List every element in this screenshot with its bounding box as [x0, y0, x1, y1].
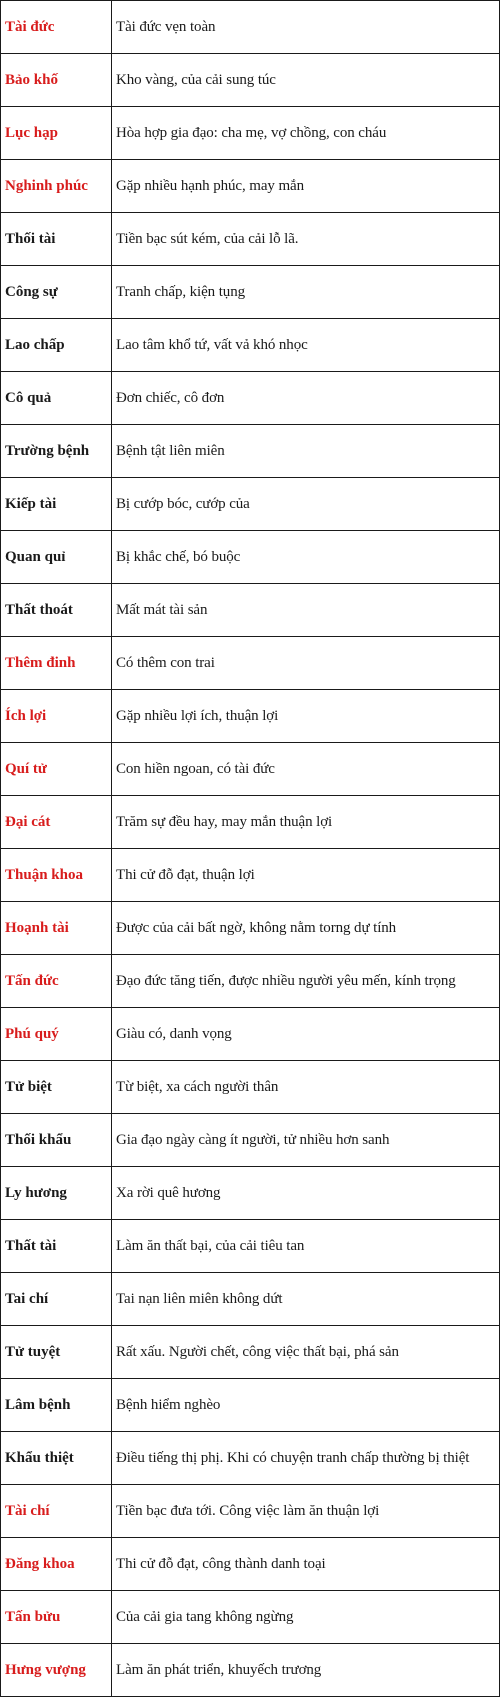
term-cell: Đại cát	[1, 796, 112, 849]
meaning-cell: Bị cướp bóc, cướp của	[112, 478, 500, 531]
meaning-cell: Bị khắc chế, bó buộc	[112, 531, 500, 584]
meaning-cell: Tài đức vẹn toàn	[112, 1, 500, 54]
meaning-cell: Tiền bạc đưa tới. Công việc làm ăn thuận lợi	[112, 1485, 500, 1538]
meaning-cell: Hòa hợp gia đạo: cha mẹ, vợ chồng, con cháu	[112, 107, 500, 160]
term-cell: Ly hương	[1, 1167, 112, 1220]
table-row	[1, 531, 500, 584]
term-cell: Thuận khoa	[1, 849, 112, 902]
table-row	[1, 54, 500, 107]
meaning-cell: Bệnh hiểm nghèo	[112, 1379, 500, 1432]
term-cell: Ích lợi	[1, 690, 112, 743]
term-cell: Hoạnh tài	[1, 902, 112, 955]
table-row	[1, 637, 500, 690]
term-cell: Tử biệt	[1, 1061, 112, 1114]
table-row	[1, 955, 500, 1008]
table-row	[1, 1273, 500, 1326]
term-cell: Thất thoát	[1, 584, 112, 637]
term-cell: Nghinh phúc	[1, 160, 112, 213]
meaning-cell: Mất mát tài sản	[112, 584, 500, 637]
term-cell: Hưng vượng	[1, 1644, 112, 1697]
meanings-table-body	[1, 1, 500, 1697]
table-row	[1, 1591, 500, 1644]
table-row	[1, 107, 500, 160]
meaning-cell: Bệnh tật liên miên	[112, 425, 500, 478]
term-cell: Tài chí	[1, 1485, 112, 1538]
term-cell: Tài đức	[1, 1, 112, 54]
table-row	[1, 213, 500, 266]
table-row	[1, 266, 500, 319]
term-cell: Tấn đức	[1, 955, 112, 1008]
meaning-cell: Làm ăn phát triển, khuyếch trương	[112, 1644, 500, 1697]
table-row	[1, 1, 500, 54]
term-cell: Quan quỉ	[1, 531, 112, 584]
meaning-cell: Có thêm con trai	[112, 637, 500, 690]
meaning-cell: Của cải gia tang không ngừng	[112, 1591, 500, 1644]
term-cell: Cô quả	[1, 372, 112, 425]
term-cell: Lâm bệnh	[1, 1379, 112, 1432]
meaning-cell: Được của cải bất ngờ, không nằm torng dự tính	[112, 902, 500, 955]
term-cell: Quí tử	[1, 743, 112, 796]
table-row	[1, 1644, 500, 1697]
table-row	[1, 743, 500, 796]
meaning-cell: Gia đạo ngày càng ít người, tử nhiều hơn sanh	[112, 1114, 500, 1167]
table-row	[1, 1114, 500, 1167]
meaning-cell: Rất xấu. Người chết, công việc thất bại, phá sản	[112, 1326, 500, 1379]
meaning-cell: Tai nạn liên miên không dứt	[112, 1273, 500, 1326]
term-cell: Tai chí	[1, 1273, 112, 1326]
meaning-cell: Trăm sự đều hay, may mắn thuận lợi	[112, 796, 500, 849]
table-row	[1, 1485, 500, 1538]
table-row	[1, 1220, 500, 1273]
term-cell: Thêm đinh	[1, 637, 112, 690]
meaning-cell: Kho vàng, của cải sung túc	[112, 54, 500, 107]
table-row	[1, 1538, 500, 1591]
term-cell: Thối khẩu	[1, 1114, 112, 1167]
meaning-cell: Điều tiếng thị phị. Khi có chuyện tranh chấp thường bị thiệt	[112, 1432, 500, 1485]
meaning-cell: Tranh chấp, kiện tụng	[112, 266, 500, 319]
table-row	[1, 1167, 500, 1220]
term-cell: Trường bệnh	[1, 425, 112, 478]
table-row	[1, 1061, 500, 1114]
meaning-cell: Giàu có, danh vọng	[112, 1008, 500, 1061]
table-row	[1, 160, 500, 213]
meaning-cell: Gặp nhiều hạnh phúc, may mắn	[112, 160, 500, 213]
table-row	[1, 319, 500, 372]
term-cell: Phú quý	[1, 1008, 112, 1061]
term-cell: Thối tài	[1, 213, 112, 266]
meaning-cell: Lao tâm khổ tứ, vất vả khó nhọc	[112, 319, 500, 372]
table-row	[1, 372, 500, 425]
meaning-cell: Từ biệt, xa cách người thân	[112, 1061, 500, 1114]
table-row	[1, 1326, 500, 1379]
meaning-cell: Gặp nhiều lợi ích, thuận lợi	[112, 690, 500, 743]
table-row	[1, 1008, 500, 1061]
table-row	[1, 1432, 500, 1485]
term-cell: Tấn bửu	[1, 1591, 112, 1644]
term-cell: Công sự	[1, 266, 112, 319]
table-row	[1, 690, 500, 743]
meaning-cell: Xa rời quê hương	[112, 1167, 500, 1220]
table-row	[1, 478, 500, 531]
term-cell: Tử tuyệt	[1, 1326, 112, 1379]
table-row	[1, 425, 500, 478]
term-cell: Lao chấp	[1, 319, 112, 372]
term-cell: Bảo khố	[1, 54, 112, 107]
term-cell: Khẩu thiệt	[1, 1432, 112, 1485]
meaning-cell: Làm ăn thất bại, của cải tiêu tan	[112, 1220, 500, 1273]
term-cell: Lục hạp	[1, 107, 112, 160]
term-cell: Thất tài	[1, 1220, 112, 1273]
table-row	[1, 1379, 500, 1432]
meaning-cell: Thi cử đỗ đạt, công thành danh toại	[112, 1538, 500, 1591]
table-row	[1, 849, 500, 902]
meaning-cell: Con hiền ngoan, có tài đức	[112, 743, 500, 796]
meaning-cell: Đạo đức tăng tiến, được nhiều người yêu mến, kính trọng	[112, 955, 500, 1008]
meaning-cell: Đơn chiếc, cô đơn	[112, 372, 500, 425]
table-row	[1, 796, 500, 849]
table-row	[1, 584, 500, 637]
term-cell: Kiếp tài	[1, 478, 112, 531]
table-row	[1, 902, 500, 955]
meaning-cell: Thi cử đỗ đạt, thuận lợi	[112, 849, 500, 902]
meaning-cell: Tiền bạc sút kém, của cải lỗ lã.	[112, 213, 500, 266]
term-cell: Đăng khoa	[1, 1538, 112, 1591]
